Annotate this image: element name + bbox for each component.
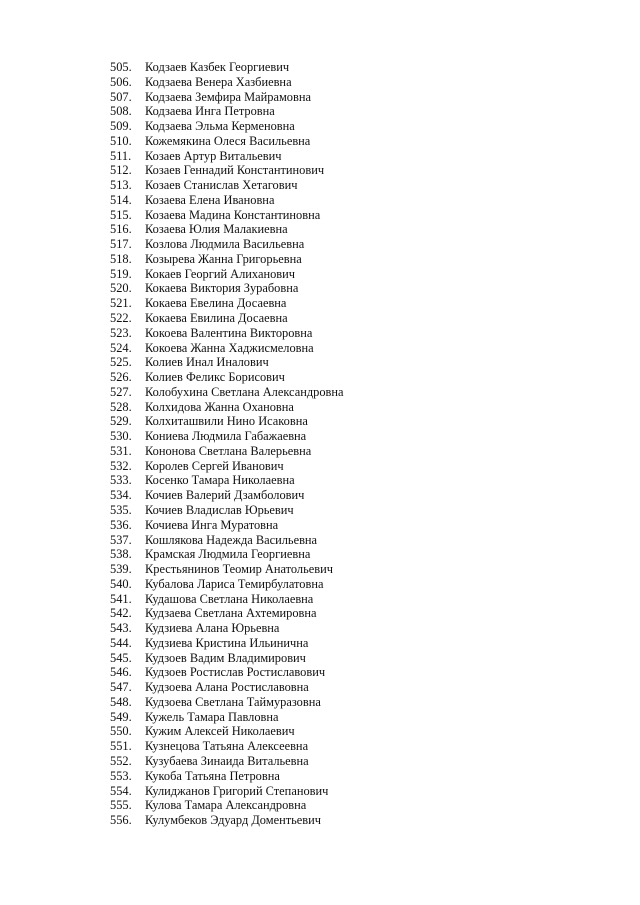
list-item <box>110 724 344 739</box>
list-item <box>110 355 344 370</box>
entry-number: 555. <box>110 798 132 813</box>
entry-name: Кокаева Виктория Зурабовна <box>145 281 299 296</box>
entry-name: Кокоева Валентина Викторовна <box>145 325 313 340</box>
list-item <box>110 503 344 518</box>
entry-number: 524. <box>110 340 132 355</box>
entry-name: Кулумбеков Эдуард Доментьевич <box>145 813 322 828</box>
list-item <box>110 562 344 577</box>
list-item <box>110 237 344 252</box>
list-item <box>110 370 344 385</box>
list-item <box>110 149 344 164</box>
entry-number: 526. <box>110 370 132 385</box>
entry-number: 527. <box>110 384 132 399</box>
entry-name: Кудзоева Алана Ростиславовна <box>145 680 309 695</box>
list-item <box>110 400 344 415</box>
entry-name: Козаева Елена Ивановна <box>145 192 275 207</box>
entry-name: Кодзаева Земфира Майрамовна <box>145 89 311 104</box>
entry-name: Кузубаева Зинаида Витальевна <box>145 753 309 768</box>
entry-number: 528. <box>110 399 132 414</box>
list-item <box>110 547 344 562</box>
list-item <box>110 311 344 326</box>
entry-name: Колиев Феликс Борисович <box>145 370 285 385</box>
entry-name: Козаев Артур Витальевич <box>145 148 282 163</box>
list-item <box>110 414 344 429</box>
entry-name: Колиев Инал Иналович <box>145 355 269 370</box>
list-item <box>110 281 344 296</box>
list-item <box>110 90 344 105</box>
entry-number: 534. <box>110 488 132 503</box>
entry-number: 543. <box>110 621 132 636</box>
entry-number: 554. <box>110 783 132 798</box>
entry-number: 520. <box>110 281 132 296</box>
entry-name: Колхиташвили Нино Исаковна <box>145 414 308 429</box>
list-item <box>110 754 344 769</box>
entry-number: 510. <box>110 133 132 148</box>
entry-name: Кудзоев Ростислав Ростиславович <box>145 665 326 680</box>
entry-number: 531. <box>110 443 132 458</box>
list-item <box>110 134 344 149</box>
entry-name: Кочиев Валерий Дзамболович <box>145 488 305 503</box>
entry-number: 552. <box>110 753 132 768</box>
entry-name: Кужель Тамара Павловна <box>145 709 279 724</box>
entry-name: Козырева Жанна Григорьевна <box>145 251 302 266</box>
entry-number: 525. <box>110 355 132 370</box>
entry-number: 519. <box>110 266 132 281</box>
list-item <box>110 459 344 474</box>
entry-name: Кулиджанов Григорий Степанович <box>145 783 329 798</box>
entry-name: Кудзоев Вадим Владимирович <box>145 650 306 665</box>
entry-number: 553. <box>110 768 132 783</box>
entry-number: 518. <box>110 251 132 266</box>
entry-name: Кукоба Татьяна Петровна <box>145 768 280 783</box>
entry-name: Кокаев Георгий Алиханович <box>145 266 296 281</box>
list-item <box>110 488 344 503</box>
entry-name: Кодзаева Эльма Керменовна <box>145 119 295 134</box>
entry-name: Кудзиева Кристина Ильинична <box>145 635 309 650</box>
entry-name: Козаев Геннадий Константинович <box>145 163 325 178</box>
entry-name: Кочиева Инга Муратовна <box>145 517 279 532</box>
entry-name: Крамская Людмила Георгиевна <box>145 547 311 562</box>
entry-name: Козаева Мадина Константиновна <box>145 207 321 222</box>
entry-number: 506. <box>110 74 132 89</box>
entry-number: 547. <box>110 680 132 695</box>
entry-name: Кошлякова Надежда Васильевна <box>145 532 318 547</box>
entry-number: 523. <box>110 325 132 340</box>
list-item <box>110 222 344 237</box>
entry-name: Колобухина Светлана Александровна <box>145 384 344 399</box>
entry-number: 546. <box>110 665 132 680</box>
list-item <box>110 473 344 488</box>
entry-name: Крестьянинов Теомир Анатольевич <box>145 562 333 577</box>
entry-name: Козлова Людмила Васильевна <box>145 237 305 252</box>
list-item <box>110 621 344 636</box>
list-item <box>110 444 344 459</box>
entry-number: 539. <box>110 562 132 577</box>
entry-name: Кочиев Владислав Юрьевич <box>145 502 294 517</box>
list-item <box>110 178 344 193</box>
list-item <box>110 163 344 178</box>
list-item <box>110 267 344 282</box>
list-item <box>110 518 344 533</box>
list-item <box>110 798 344 813</box>
entry-number: 542. <box>110 606 132 621</box>
entry-name: Кодзаева Инга Петровна <box>145 104 275 119</box>
entry-name: Колхидова Жанна Охановна <box>145 399 294 414</box>
entry-number: 529. <box>110 414 132 429</box>
entry-name: Кужим Алексей Николаевич <box>145 724 295 739</box>
entry-number: 512. <box>110 163 132 178</box>
entry-number: 549. <box>110 709 132 724</box>
entry-name: Кулова Тамара Александровна <box>145 798 307 813</box>
entry-name: Кудзиева Алана Юрьевна <box>145 621 280 636</box>
list-item <box>110 119 344 134</box>
entry-number: 507. <box>110 89 132 104</box>
entry-number: 556. <box>110 813 132 828</box>
entry-name: Кодзаев Казбек Георгиевич <box>145 60 290 74</box>
entry-number: 540. <box>110 576 132 591</box>
entry-number: 537. <box>110 532 132 547</box>
entry-number: 516. <box>110 222 132 237</box>
entry-number: 515. <box>110 207 132 222</box>
entry-name: Косенко Тамара Николаевна <box>145 473 295 488</box>
entry-number: 536. <box>110 517 132 532</box>
entry-number: 533. <box>110 473 132 488</box>
entry-number: 522. <box>110 311 132 326</box>
list-item <box>110 429 344 444</box>
entry-number: 538. <box>110 547 132 562</box>
list-item <box>110 592 344 607</box>
list-item <box>110 104 344 119</box>
list-item <box>110 695 344 710</box>
entry-name: Кокоева Жанна Хаджисмеловна <box>145 340 314 355</box>
list-item <box>110 60 344 75</box>
entry-number: 535. <box>110 502 132 517</box>
list-item <box>110 813 344 828</box>
list-item <box>110 296 344 311</box>
list-item <box>110 252 344 267</box>
entry-number: 541. <box>110 591 132 606</box>
entry-name: Кожемякина Олеся Васильевна <box>145 133 311 148</box>
list-item <box>110 208 344 223</box>
entry-number: 548. <box>110 694 132 709</box>
entry-name: Кокаева Евилина Досаевна <box>145 311 288 326</box>
entry-name: Козаева Юлия Малакиевна <box>145 222 288 237</box>
entry-name: Кодзаева Венера Хазбиевна <box>145 74 292 89</box>
list-item <box>110 710 344 725</box>
entry-name: Козаев Станислав Хетагович <box>145 178 298 193</box>
entry-number: 532. <box>110 458 132 473</box>
list-item <box>110 769 344 784</box>
list-item <box>110 193 344 208</box>
entry-number: 508. <box>110 104 132 119</box>
entry-number: 551. <box>110 739 132 754</box>
list-item <box>110 533 344 548</box>
entry-number: 505. <box>110 60 132 74</box>
entry-number: 545. <box>110 650 132 665</box>
list-item <box>110 784 344 799</box>
list-item <box>110 385 344 400</box>
entry-number: 513. <box>110 178 132 193</box>
list-item <box>110 636 344 651</box>
entry-number: 517. <box>110 237 132 252</box>
entry-number: 511. <box>110 148 132 163</box>
list-item <box>110 651 344 666</box>
entry-name: Кононова Светлана Валерьевна <box>145 443 312 458</box>
entry-number: 550. <box>110 724 132 739</box>
list-item <box>110 75 344 90</box>
list-item <box>110 326 344 341</box>
entry-number: 544. <box>110 635 132 650</box>
list-item <box>110 680 344 695</box>
entry-name: Кудашова Светлана Николаевна <box>145 591 314 606</box>
list-item <box>110 739 344 754</box>
list-item <box>110 665 344 680</box>
list-item <box>110 341 344 356</box>
list-item <box>110 606 344 621</box>
entry-number: 509. <box>110 119 132 134</box>
entry-name: Кузнецова Татьяна Алексеевна <box>145 739 309 754</box>
entry-name: Кудзаева Светлана Ахтемировна <box>145 606 317 621</box>
entry-name: Кубалова Лариса Темирбулатовна <box>145 576 324 591</box>
entry-name: Королев Сергей Иванович <box>145 458 284 473</box>
entry-name: Кониева Людмила Габажаевна <box>145 429 307 444</box>
entry-number: 514. <box>110 192 132 207</box>
list-item <box>110 577 344 592</box>
numbered-name-list <box>110 60 344 828</box>
entry-number: 521. <box>110 296 132 311</box>
entry-number: 530. <box>110 429 132 444</box>
entry-name: Кудзоева Светлана Таймуразовна <box>145 694 321 709</box>
entry-name: Кокаева Евелина Досаевна <box>145 296 287 311</box>
